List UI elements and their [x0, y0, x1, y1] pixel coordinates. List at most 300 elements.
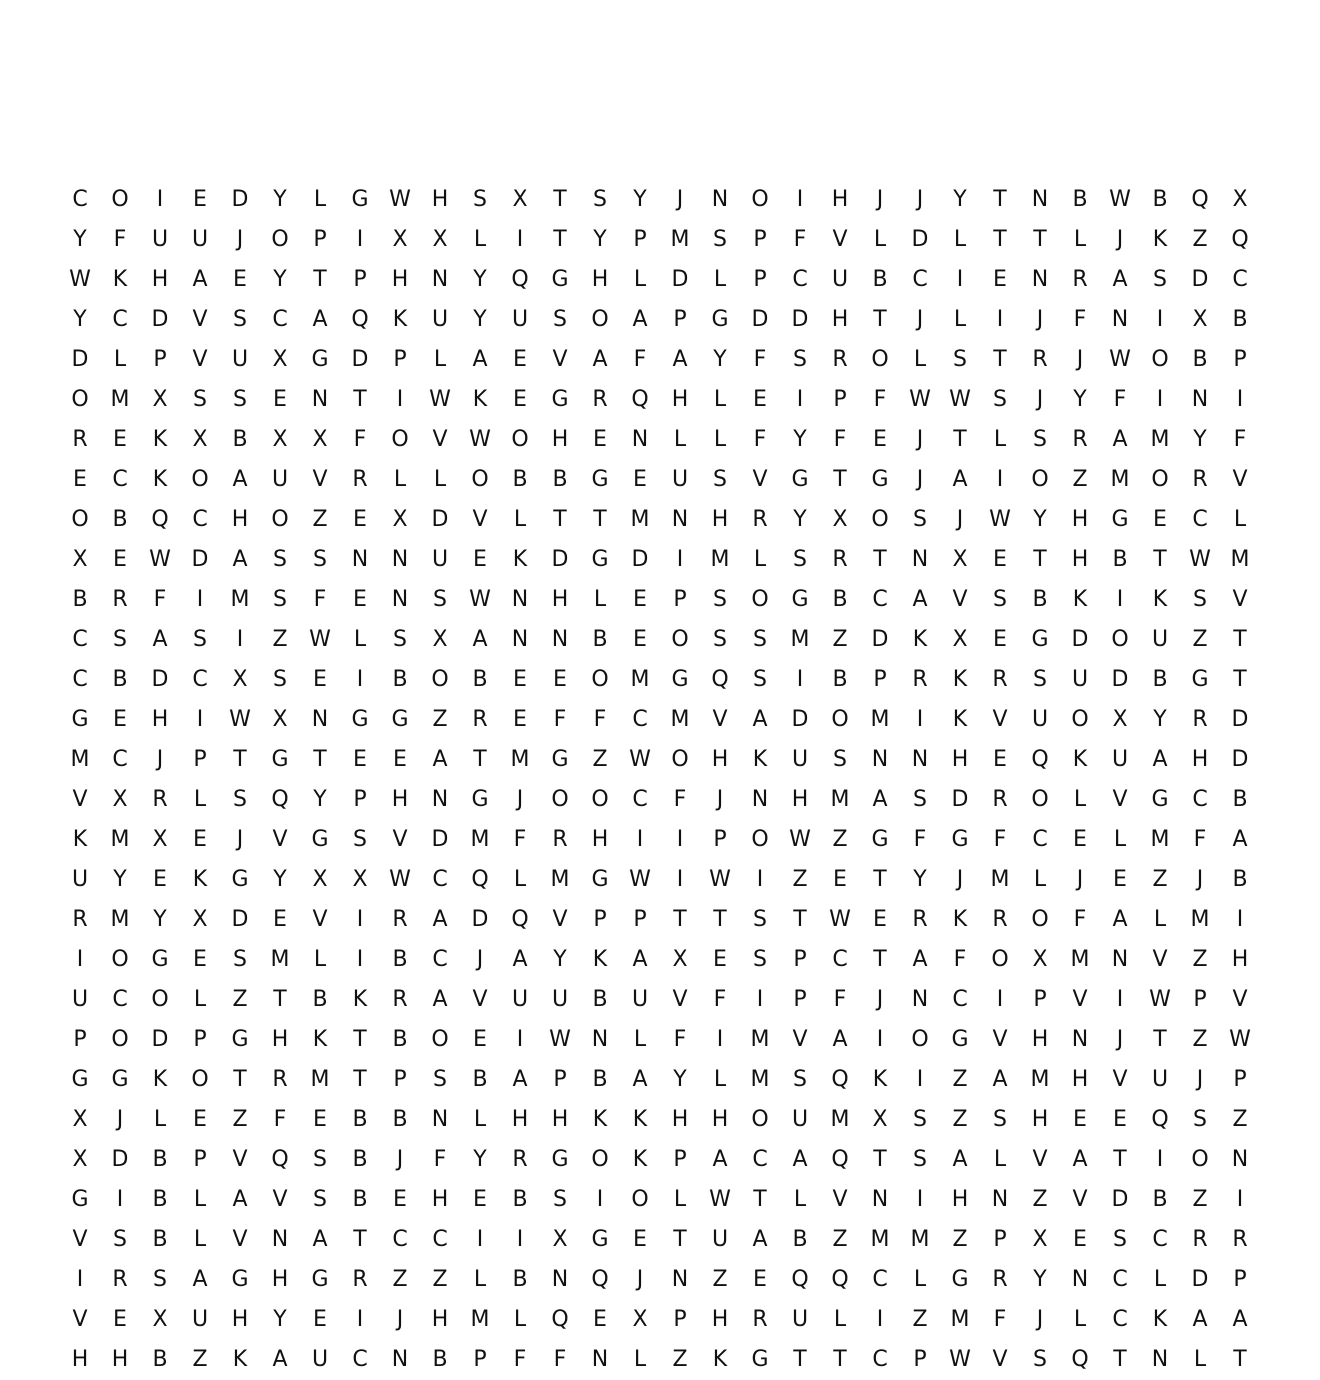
grid-cell[interactable]: K — [952, 707, 968, 732]
grid-cell[interactable]: J — [476, 947, 484, 972]
grid-cell[interactable]: A — [592, 347, 608, 372]
grid-cell[interactable]: O — [911, 1027, 929, 1052]
grid-cell[interactable]: P — [673, 1147, 687, 1172]
grid-cell[interactable]: L — [713, 387, 727, 412]
grid-cell[interactable]: E — [193, 947, 207, 972]
grid-cell[interactable]: C — [112, 307, 128, 332]
grid-cell[interactable]: H — [671, 1107, 689, 1132]
grid-cell[interactable]: L — [593, 587, 607, 612]
grid-cell[interactable]: I — [76, 947, 84, 972]
grid-cell[interactable]: D — [1231, 747, 1249, 772]
grid-cell[interactable]: F — [1073, 907, 1087, 932]
grid-cell[interactable]: C — [112, 987, 128, 1012]
grid-cell[interactable]: I — [76, 1267, 84, 1292]
grid-cell[interactable]: E — [633, 627, 647, 652]
grid-cell[interactable]: N — [511, 587, 529, 612]
grid-cell[interactable]: W — [429, 387, 451, 412]
grid-cell[interactable]: Y — [1033, 1267, 1047, 1292]
grid-cell[interactable]: D — [631, 547, 649, 572]
grid-cell[interactable]: Z — [792, 867, 808, 892]
grid-cell[interactable]: S — [993, 587, 1007, 612]
grid-cell[interactable]: L — [713, 427, 727, 452]
grid-cell[interactable]: S — [233, 947, 247, 972]
grid-cell[interactable]: P — [633, 227, 647, 252]
grid-cell[interactable]: Z — [832, 1227, 848, 1252]
grid-cell[interactable]: D — [751, 307, 769, 332]
grid-cell[interactable]: H — [551, 587, 569, 612]
grid-cell[interactable]: V — [1152, 947, 1168, 972]
grid-cell[interactable]: J — [156, 747, 164, 772]
grid-cell[interactable]: Y — [553, 947, 567, 972]
grid-cell[interactable]: M — [1070, 947, 1090, 972]
grid-cell[interactable]: H — [1071, 507, 1089, 532]
grid-cell[interactable]: N — [671, 507, 689, 532]
grid-cell[interactable]: O — [591, 787, 609, 812]
grid-cell[interactable]: R — [1232, 1227, 1248, 1252]
grid-cell[interactable]: L — [193, 987, 207, 1012]
grid-cell[interactable]: Q — [1031, 747, 1049, 772]
grid-cell[interactable]: G — [311, 347, 329, 372]
grid-cell[interactable]: V — [832, 1187, 848, 1212]
grid-cell[interactable]: R — [992, 907, 1008, 932]
grid-cell[interactable]: L — [953, 227, 967, 252]
grid-cell[interactable]: I — [796, 667, 804, 692]
grid-cell[interactable]: G — [591, 867, 609, 892]
grid-cell[interactable]: L — [353, 627, 367, 652]
grid-cell[interactable]: O — [1191, 1147, 1209, 1172]
grid-cell[interactable]: E — [633, 587, 647, 612]
grid-cell[interactable]: J — [1036, 1307, 1044, 1332]
grid-cell[interactable]: U — [1031, 707, 1049, 732]
grid-cell[interactable]: G — [111, 1067, 129, 1092]
grid-cell[interactable]: A — [192, 1267, 208, 1292]
grid-cell[interactable]: O — [1111, 627, 1129, 652]
grid-cell[interactable]: H — [1071, 1067, 1089, 1092]
grid-cell[interactable]: L — [113, 347, 127, 372]
grid-cell[interactable]: D — [71, 347, 89, 372]
grid-cell[interactable]: O — [751, 827, 769, 852]
grid-cell[interactable]: F — [833, 987, 847, 1012]
grid-cell[interactable]: L — [1033, 867, 1047, 892]
grid-cell[interactable]: R — [912, 907, 928, 932]
grid-cell[interactable]: N — [551, 1267, 569, 1292]
grid-cell[interactable]: I — [916, 1187, 924, 1212]
grid-cell[interactable]: C — [72, 187, 88, 212]
grid-cell[interactable]: B — [112, 507, 128, 532]
grid-cell[interactable]: Z — [1192, 1187, 1208, 1212]
grid-cell[interactable]: X — [192, 907, 208, 932]
grid-cell[interactable]: U — [71, 987, 89, 1012]
grid-cell[interactable]: P — [553, 1067, 567, 1092]
grid-cell[interactable]: D — [1191, 1267, 1209, 1292]
grid-cell[interactable]: V — [1032, 1147, 1048, 1172]
grid-cell[interactable]: A — [1192, 1307, 1208, 1332]
grid-cell[interactable]: M — [70, 747, 90, 772]
grid-cell[interactable]: Z — [832, 827, 848, 852]
grid-cell[interactable]: L — [633, 1027, 647, 1052]
grid-cell[interactable]: X — [272, 427, 288, 452]
grid-cell[interactable]: T — [473, 747, 487, 772]
grid-cell[interactable]: Q — [591, 1267, 609, 1292]
grid-cell[interactable]: O — [991, 947, 1009, 972]
grid-cell[interactable]: N — [1031, 267, 1049, 292]
grid-cell[interactable]: I — [356, 947, 364, 972]
grid-cell[interactable]: Q — [631, 387, 649, 412]
grid-cell[interactable]: V — [1232, 467, 1248, 492]
grid-cell[interactable]: G — [71, 1187, 89, 1212]
grid-cell[interactable]: F — [953, 947, 967, 972]
grid-cell[interactable]: F — [553, 1347, 567, 1372]
grid-cell[interactable]: K — [952, 667, 968, 692]
grid-cell[interactable]: T — [1033, 227, 1047, 252]
grid-cell[interactable]: S — [273, 587, 287, 612]
grid-cell[interactable]: E — [633, 467, 647, 492]
grid-cell[interactable]: J — [676, 187, 684, 212]
grid-cell[interactable]: M — [110, 907, 130, 932]
grid-cell[interactable]: W — [909, 387, 931, 412]
grid-cell[interactable]: P — [833, 387, 847, 412]
grid-cell[interactable]: D — [1071, 627, 1089, 652]
grid-cell[interactable]: E — [873, 427, 887, 452]
grid-cell[interactable]: R — [152, 787, 168, 812]
grid-cell[interactable]: U — [1111, 747, 1129, 772]
grid-cell[interactable]: T — [1233, 1347, 1247, 1372]
grid-cell[interactable]: V — [432, 427, 448, 452]
grid-cell[interactable]: G — [231, 1027, 249, 1052]
grid-cell[interactable]: C — [1112, 1307, 1128, 1332]
grid-cell[interactable]: D — [151, 667, 169, 692]
grid-cell[interactable]: O — [1151, 347, 1169, 372]
grid-cell[interactable]: A — [472, 627, 488, 652]
grid-cell[interactable]: Y — [153, 907, 167, 932]
grid-cell[interactable]: E — [193, 187, 207, 212]
grid-cell[interactable]: B — [512, 467, 528, 492]
grid-cell[interactable]: R — [912, 667, 928, 692]
grid-cell[interactable]: M — [750, 1067, 770, 1092]
grid-cell[interactable]: W — [1109, 347, 1131, 372]
grid-cell[interactable]: B — [1152, 1187, 1168, 1212]
grid-cell[interactable]: S — [913, 1107, 927, 1132]
grid-cell[interactable]: V — [72, 1227, 88, 1252]
grid-cell[interactable]: B — [552, 467, 568, 492]
grid-cell[interactable]: N — [991, 1187, 1009, 1212]
grid-cell[interactable]: K — [392, 307, 408, 332]
grid-cell[interactable]: W — [1149, 987, 1171, 1012]
grid-cell[interactable]: P — [1033, 987, 1047, 1012]
grid-cell[interactable]: M — [1030, 1067, 1050, 1092]
grid-cell[interactable]: U — [311, 1347, 329, 1372]
grid-cell[interactable]: B — [1112, 547, 1128, 572]
grid-cell[interactable]: L — [473, 1267, 487, 1292]
grid-cell[interactable]: M — [550, 867, 570, 892]
grid-cell[interactable]: A — [1112, 907, 1128, 932]
grid-cell[interactable]: V — [272, 1187, 288, 1212]
grid-cell[interactable]: T — [993, 187, 1007, 212]
grid-cell[interactable]: T — [673, 907, 687, 932]
grid-cell[interactable]: C — [952, 987, 968, 1012]
grid-cell[interactable]: T — [233, 747, 247, 772]
grid-cell[interactable]: E — [833, 867, 847, 892]
grid-cell[interactable]: C — [112, 467, 128, 492]
grid-cell[interactable]: E — [873, 907, 887, 932]
grid-cell[interactable]: O — [191, 467, 209, 492]
grid-cell[interactable]: G — [671, 667, 689, 692]
grid-cell[interactable]: S — [753, 627, 767, 652]
grid-cell[interactable]: Y — [713, 347, 727, 372]
grid-cell[interactable]: B — [832, 667, 848, 692]
grid-cell[interactable]: J — [236, 827, 244, 852]
grid-cell[interactable]: C — [1112, 1267, 1128, 1292]
grid-cell[interactable]: P — [993, 1227, 1007, 1252]
grid-cell[interactable]: B — [112, 667, 128, 692]
grid-cell[interactable]: A — [1112, 267, 1128, 292]
grid-cell[interactable]: D — [351, 347, 369, 372]
grid-cell[interactable]: S — [993, 387, 1007, 412]
grid-cell[interactable]: C — [632, 787, 648, 812]
grid-cell[interactable]: K — [112, 267, 128, 292]
grid-cell[interactable]: R — [992, 1267, 1008, 1292]
grid-cell[interactable]: N — [391, 547, 409, 572]
grid-cell[interactable]: K — [152, 1067, 168, 1092]
grid-cell[interactable]: I — [716, 1027, 724, 1052]
grid-cell[interactable]: K — [152, 467, 168, 492]
grid-cell[interactable]: I — [636, 827, 644, 852]
grid-cell[interactable]: I — [876, 1307, 884, 1332]
grid-cell[interactable]: F — [673, 787, 687, 812]
grid-cell[interactable]: U — [431, 547, 449, 572]
grid-cell[interactable]: S — [593, 187, 607, 212]
grid-cell[interactable]: X — [272, 707, 288, 732]
grid-cell[interactable]: V — [1072, 1187, 1088, 1212]
grid-cell[interactable]: F — [513, 827, 527, 852]
grid-cell[interactable]: Q — [791, 1267, 809, 1292]
grid-cell[interactable]: Z — [312, 507, 328, 532]
grid-cell[interactable]: T — [1153, 547, 1167, 572]
grid-cell[interactable]: I — [196, 587, 204, 612]
grid-cell[interactable]: O — [751, 187, 769, 212]
grid-cell[interactable]: C — [1152, 1227, 1168, 1252]
grid-cell[interactable]: M — [1110, 467, 1130, 492]
grid-cell[interactable]: U — [431, 307, 449, 332]
grid-cell[interactable]: V — [752, 467, 768, 492]
grid-cell[interactable]: K — [1152, 1307, 1168, 1332]
grid-cell[interactable]: X — [952, 627, 968, 652]
grid-cell[interactable]: I — [1236, 387, 1244, 412]
grid-cell[interactable]: L — [393, 467, 407, 492]
grid-cell[interactable]: O — [1151, 467, 1169, 492]
grid-cell[interactable]: I — [356, 907, 364, 932]
grid-cell[interactable]: F — [873, 387, 887, 412]
grid-cell[interactable]: F — [1193, 827, 1207, 852]
grid-cell[interactable]: U — [271, 467, 289, 492]
grid-cell[interactable]: O — [1071, 707, 1089, 732]
grid-cell[interactable]: K — [912, 627, 928, 652]
grid-cell[interactable]: Q — [831, 1067, 849, 1092]
grid-cell[interactable]: X — [392, 507, 408, 532]
grid-cell[interactable]: D — [1191, 267, 1209, 292]
grid-cell[interactable]: K — [592, 947, 608, 972]
grid-cell[interactable]: M — [790, 627, 810, 652]
grid-cell[interactable]: Y — [73, 227, 87, 252]
grid-cell[interactable]: J — [516, 787, 524, 812]
grid-cell[interactable]: A — [232, 1187, 248, 1212]
grid-cell[interactable]: H — [831, 187, 849, 212]
grid-cell[interactable]: S — [713, 467, 727, 492]
grid-cell[interactable]: A — [752, 707, 768, 732]
grid-cell[interactable]: L — [433, 467, 447, 492]
grid-cell[interactable]: E — [113, 547, 127, 572]
grid-cell[interactable]: K — [232, 1347, 248, 1372]
grid-cell[interactable]: N — [1151, 1347, 1169, 1372]
grid-cell[interactable]: H — [1191, 747, 1209, 772]
grid-cell[interactable]: L — [993, 1147, 1007, 1172]
grid-cell[interactable]: C — [1032, 827, 1048, 852]
grid-cell[interactable]: O — [591, 667, 609, 692]
grid-cell[interactable]: I — [596, 1187, 604, 1212]
grid-cell[interactable]: O — [591, 1147, 609, 1172]
grid-cell[interactable]: C — [832, 947, 848, 972]
grid-cell[interactable]: M — [750, 1027, 770, 1052]
grid-cell[interactable]: T — [993, 227, 1007, 252]
grid-cell[interactable]: O — [871, 507, 889, 532]
grid-cell[interactable]: L — [193, 787, 207, 812]
grid-cell[interactable]: P — [313, 227, 327, 252]
grid-cell[interactable]: S — [1113, 1227, 1127, 1252]
grid-cell[interactable]: N — [1071, 1027, 1089, 1052]
grid-cell[interactable]: J — [916, 307, 924, 332]
grid-cell[interactable]: L — [1073, 787, 1087, 812]
grid-cell[interactable]: X — [192, 427, 208, 452]
grid-cell[interactable]: P — [793, 987, 807, 1012]
grid-cell[interactable]: X — [152, 387, 168, 412]
grid-cell[interactable]: K — [872, 1067, 888, 1092]
grid-cell[interactable]: J — [1036, 307, 1044, 332]
grid-cell[interactable]: S — [313, 547, 327, 572]
grid-cell[interactable]: O — [71, 507, 89, 532]
grid-cell[interactable]: G — [231, 867, 249, 892]
grid-cell[interactable]: D — [431, 507, 449, 532]
grid-cell[interactable]: S — [753, 907, 767, 932]
grid-cell[interactable]: I — [916, 707, 924, 732]
grid-cell[interactable]: X — [312, 867, 328, 892]
grid-cell[interactable]: S — [313, 1147, 327, 1172]
grid-cell[interactable]: G — [351, 187, 369, 212]
grid-cell[interactable]: E — [473, 547, 487, 572]
grid-cell[interactable]: I — [796, 187, 804, 212]
grid-cell[interactable]: L — [873, 227, 887, 252]
grid-cell[interactable]: W — [1109, 187, 1131, 212]
grid-cell[interactable]: I — [516, 227, 524, 252]
grid-cell[interactable]: X — [632, 1307, 648, 1332]
grid-cell[interactable]: E — [513, 667, 527, 692]
grid-cell[interactable]: F — [913, 827, 927, 852]
grid-cell[interactable]: Z — [1152, 867, 1168, 892]
grid-cell[interactable]: W — [229, 707, 251, 732]
grid-cell[interactable]: I — [1156, 1147, 1164, 1172]
grid-cell[interactable]: S — [1193, 1107, 1207, 1132]
grid-cell[interactable]: N — [1071, 1267, 1089, 1292]
grid-cell[interactable]: M — [1150, 827, 1170, 852]
grid-cell[interactable]: C — [112, 747, 128, 772]
grid-cell[interactable]: N — [1031, 187, 1049, 212]
grid-cell[interactable]: L — [1073, 1307, 1087, 1332]
grid-cell[interactable]: B — [352, 1187, 368, 1212]
grid-cell[interactable]: X — [112, 787, 128, 812]
grid-cell[interactable]: X — [1192, 307, 1208, 332]
grid-cell[interactable]: B — [1232, 867, 1248, 892]
grid-cell[interactable]: K — [712, 1347, 728, 1372]
grid-cell[interactable]: E — [993, 627, 1007, 652]
grid-cell[interactable]: D — [871, 627, 889, 652]
grid-cell[interactable]: R — [72, 427, 88, 452]
grid-cell[interactable]: Q — [1191, 187, 1209, 212]
grid-cell[interactable]: V — [472, 987, 488, 1012]
grid-cell[interactable]: Z — [232, 1107, 248, 1132]
grid-cell[interactable]: P — [753, 267, 767, 292]
grid-cell[interactable]: G — [71, 707, 89, 732]
grid-cell[interactable]: Z — [432, 707, 448, 732]
grid-cell[interactable]: N — [271, 1227, 289, 1252]
grid-cell[interactable]: R — [352, 1267, 368, 1292]
grid-cell[interactable]: S — [793, 347, 807, 372]
grid-cell[interactable]: E — [353, 587, 367, 612]
grid-cell[interactable]: P — [673, 587, 687, 612]
grid-cell[interactable]: B — [512, 1267, 528, 1292]
grid-cell[interactable]: G — [751, 1347, 769, 1372]
grid-cell[interactable]: Z — [1232, 1107, 1248, 1132]
grid-cell[interactable]: I — [516, 1227, 524, 1252]
grid-cell[interactable]: B — [1032, 587, 1048, 612]
grid-cell[interactable]: E — [313, 667, 327, 692]
grid-cell[interactable]: A — [192, 267, 208, 292]
grid-cell[interactable]: T — [873, 947, 887, 972]
grid-cell[interactable]: C — [432, 867, 448, 892]
grid-cell[interactable]: E — [753, 1267, 767, 1292]
grid-cell[interactable]: S — [793, 1067, 807, 1092]
grid-cell[interactable]: H — [431, 187, 449, 212]
grid-cell[interactable]: A — [872, 787, 888, 812]
grid-cell[interactable]: B — [152, 1147, 168, 1172]
grid-cell[interactable]: B — [1152, 667, 1168, 692]
grid-cell[interactable]: R — [72, 907, 88, 932]
grid-cell[interactable]: V — [192, 347, 208, 372]
grid-cell[interactable]: S — [273, 547, 287, 572]
grid-cell[interactable]: C — [192, 667, 208, 692]
grid-cell[interactable]: E — [633, 1227, 647, 1252]
grid-cell[interactable]: D — [111, 1147, 129, 1172]
grid-cell[interactable]: M — [670, 707, 690, 732]
grid-cell[interactable]: D — [1231, 707, 1249, 732]
grid-cell[interactable]: J — [1036, 387, 1044, 412]
grid-cell[interactable]: X — [152, 1307, 168, 1332]
grid-cell[interactable]: P — [393, 347, 407, 372]
grid-cell[interactable]: C — [192, 507, 208, 532]
grid-cell[interactable]: D — [231, 187, 249, 212]
grid-cell[interactable]: V — [472, 507, 488, 532]
grid-cell[interactable]: W — [149, 547, 171, 572]
grid-cell[interactable]: F — [353, 427, 367, 452]
grid-cell[interactable]: A — [1112, 427, 1128, 452]
grid-cell[interactable]: A — [752, 1227, 768, 1252]
grid-cell[interactable]: J — [396, 1147, 404, 1172]
grid-cell[interactable]: A — [832, 1027, 848, 1052]
grid-cell[interactable]: O — [751, 1107, 769, 1132]
grid-cell[interactable]: R — [752, 1307, 768, 1332]
grid-cell[interactable]: X — [392, 227, 408, 252]
grid-cell[interactable]: J — [636, 1267, 644, 1292]
grid-cell[interactable]: H — [1031, 1107, 1049, 1132]
grid-cell[interactable]: I — [476, 1227, 484, 1252]
